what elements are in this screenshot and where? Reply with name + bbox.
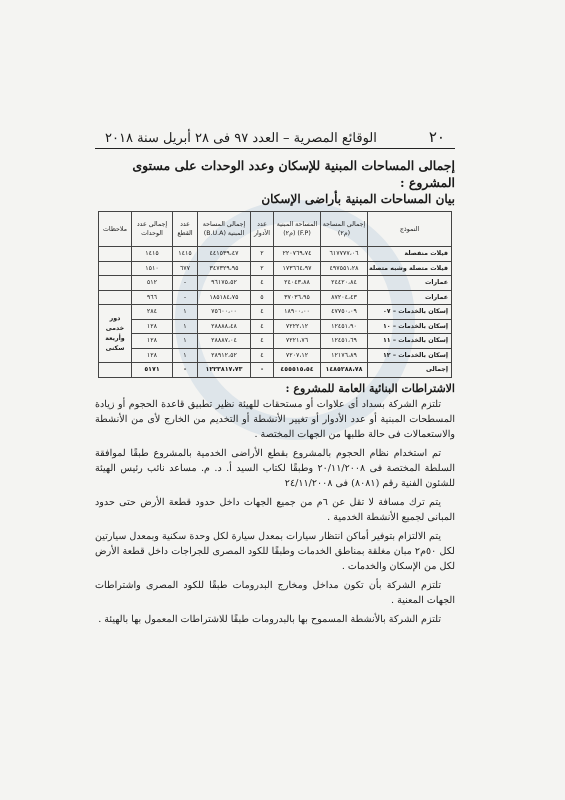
cell-notes-merged: دور خدمى وأربعة سكنى bbox=[99, 305, 132, 363]
cell-fp: ٢٤٠٤٣،٨٨ bbox=[274, 276, 321, 291]
cell-total-area: ١٢٤٥١،٦٩ bbox=[321, 334, 368, 349]
col-header-floors: عدد الأدوار bbox=[251, 212, 274, 247]
cell-floors: ٤ bbox=[251, 334, 274, 349]
cell-total-area: ٦١٧٧٧٧،٠٦ bbox=[321, 247, 368, 262]
table-row bbox=[99, 261, 452, 276]
cell-total-area: ٤٧٧٥٠،٠٩ bbox=[321, 305, 368, 320]
heading-sub: بيان المساحات المبنية بأراضى الإسكان bbox=[261, 192, 455, 206]
cell-notes bbox=[99, 247, 132, 262]
cell-fp: ٧٢٢٢،١٢ bbox=[274, 319, 321, 334]
cell-total-area: ١٢٤٥١،٩٠ bbox=[321, 319, 368, 334]
cell-units: ١٢٨ bbox=[132, 348, 173, 363]
cell-plots: ١ bbox=[173, 334, 198, 349]
cell-total-plots: - bbox=[173, 363, 198, 378]
cell-units: ٩٦٦ bbox=[132, 290, 173, 305]
page-number: ٢٠ bbox=[428, 128, 445, 146]
cell-bua: ١٨٥١٨٤،٧٥ bbox=[198, 290, 251, 305]
cell-bua: ٢٨٨٨٧،٠٤ bbox=[198, 334, 251, 349]
cell-model: إسكان بالخدمات – ١٢ bbox=[368, 348, 452, 363]
table-row bbox=[99, 247, 452, 262]
table-row bbox=[99, 348, 452, 363]
cell-total-area: ٢٤٤٢٠،٨٤ bbox=[321, 276, 368, 291]
table-row bbox=[99, 305, 452, 320]
paragraph: يتم ترك مسافة لا تقل عن ٦م من جميع الجهات داخل حدود قطعة الأرض حتى حدود المبانى لجميع الأنشطة الخدمية . bbox=[95, 496, 455, 523]
cell-model: إسكان بالخدمات – ١١ bbox=[368, 334, 452, 349]
cell-bua: ٧٥٦٠٠،٠٠ bbox=[198, 305, 251, 320]
cell-total-area: ١٤٨٥٢٨٨،٧٨ bbox=[321, 363, 368, 378]
cell-model: عمارات bbox=[368, 276, 452, 291]
cell-fp: ٧٢٢١،٧٦ bbox=[274, 334, 321, 349]
cell-plots: ١٤١٥ bbox=[173, 247, 198, 262]
cell-plots: - bbox=[173, 276, 198, 291]
header-rule bbox=[95, 148, 455, 149]
document-page bbox=[95, 128, 455, 688]
cell-floors: ٤ bbox=[251, 319, 274, 334]
cell-total-area: ١٢١٧٦،٨٩ bbox=[321, 348, 368, 363]
cell-floors: ٤ bbox=[251, 276, 274, 291]
cell-floors: ٤ bbox=[251, 348, 274, 363]
cell-notes bbox=[99, 290, 132, 305]
cell-units: ١٢٨ bbox=[132, 334, 173, 349]
cell-total-fp: ٤٥٥٥١٥،٥٤ bbox=[274, 363, 321, 378]
cell-units: ١٢٨ bbox=[132, 319, 173, 334]
cell-bua: ٤٤١٥٣٩،٤٧ bbox=[198, 247, 251, 262]
cell-total-area: ٨٧٢٠٤،٤٣ bbox=[321, 290, 368, 305]
cell-plots: - bbox=[173, 290, 198, 305]
cell-fp: ٢٢٠٧٦٩،٧٤ bbox=[274, 247, 321, 262]
cell-model: إسكان بالخدمات – ١٠ bbox=[368, 319, 452, 334]
cell-model: فيلات متصلة وشبه متصلة bbox=[368, 261, 452, 276]
cell-plots: ١ bbox=[173, 348, 198, 363]
cell-bua: ٢٨٨٨٨،٤٨ bbox=[198, 319, 251, 334]
cell-floors: ٥ bbox=[251, 290, 274, 305]
cell-fp: ١٧٣٦٦٤،٩٧ bbox=[274, 261, 321, 276]
cell-model: إسكان بالخدمات – ٠٧ bbox=[368, 305, 452, 320]
cell-plots: ١ bbox=[173, 319, 198, 334]
cell-total-bua: ١٢٢٣٨١٧،٧٣ bbox=[198, 363, 251, 378]
areas-table bbox=[98, 211, 452, 378]
cell-floors: ٢ bbox=[251, 261, 274, 276]
cell-units: ٥١٢ bbox=[132, 276, 173, 291]
cell-fp: ١٨٩٠٠،٠٠ bbox=[274, 305, 321, 320]
cell-notes bbox=[99, 261, 132, 276]
table-row bbox=[99, 319, 452, 334]
table-total-row bbox=[99, 363, 452, 378]
col-header-model: النموذج bbox=[368, 212, 452, 247]
paragraph: تم استخدام نظام الحجوم بالمشروع بقطع الأراضى الخدمية بالمشروع طبقًا لموافقة السلطة المختصة فى ٢٠/١١/٢٠٠٨ وطبقًا لكتاب السيد أ. د. م. مساعد نائب رئيس الهيئة للشئون الفنية رقم (٨٠٨١) فى ٢٤/١١/٢٠٠٨ bbox=[95, 447, 455, 489]
col-header-notes: ملاحظات bbox=[99, 212, 132, 247]
cell-notes bbox=[99, 276, 132, 291]
paragraph: يتم الالتزام بتوفير أماكن انتظار سيارات بمعدل سيارة لكل وحدة سكنية وبمعدل سيارتين لكل ٥٠م٢ مبان مغلقة بمناطق الخدمات وطبقًا للكود المصرى للجراجات داخل قطعة الأرض لكل من الإسكان والخدمات . bbox=[95, 530, 455, 572]
cell-fp: ٧٢٠٧،١٢ bbox=[274, 348, 321, 363]
heading-main: إجمالى المساحات المبنية للإسكان وعدد الوحدات على مستوى المشروع : bbox=[132, 158, 455, 190]
cell-total-notes bbox=[99, 363, 132, 378]
col-header-total-area: إجمالى المساحة (م٢) bbox=[321, 212, 368, 247]
table-row bbox=[99, 334, 452, 349]
section-title: الاشتراطات البنائية العامة للمشروع : bbox=[285, 381, 455, 395]
cell-units: ٢٨٤ bbox=[132, 305, 173, 320]
publication-title: الوقائع المصرية – العدد ٩٧ فى ٢٨ أبريل سنة ٢٠١٨ bbox=[105, 131, 377, 146]
cell-model: فيلات منفصلة bbox=[368, 247, 452, 262]
cell-bua: ٢٨٩١٢،٥٢ bbox=[198, 348, 251, 363]
table-header-row bbox=[99, 212, 452, 247]
col-header-units: إجمالى عدد الوحدات bbox=[132, 212, 173, 247]
col-header-bua: إجمالى المساحة المبنية (B.U.A) bbox=[198, 212, 251, 247]
cell-units: ١٥١٠ bbox=[132, 261, 173, 276]
cell-bua: ٩٦١٧٥،٥٢ bbox=[198, 276, 251, 291]
cell-model: عمارات bbox=[368, 290, 452, 305]
col-header-plots: عدد القطع bbox=[173, 212, 198, 247]
paragraph: تلتزم الشركة بسداد أى علاوات أو مستحقات للهيئة نظير تطبيق قاعدة الحجوم أو زيادة المسطحات المبنية أو عدد الأدوار أو تغيير الأنشطة أو التخديم من الخارج لأى من الأنشطة والاستعمالات فى حالة طلبها من الجهات المختصة . bbox=[95, 398, 455, 440]
cell-fp: ٣٧٠٣٦،٩٥ bbox=[274, 290, 321, 305]
cell-units: ١٤١٥ bbox=[132, 247, 173, 262]
cell-plots: ١ bbox=[173, 305, 198, 320]
cell-floors: ٤ bbox=[251, 305, 274, 320]
table-row bbox=[99, 290, 452, 305]
paragraph: تلتزم الشركة بأن تكون مداخل ومخارج البدرومات طبقًا للكود المصرى واشتراطات الجهات المعنية . bbox=[95, 579, 455, 606]
col-header-fp: المساحة المبنية (F.P) (م٢) bbox=[274, 212, 321, 247]
cell-floors: ٢ bbox=[251, 247, 274, 262]
running-header bbox=[95, 128, 455, 148]
cell-plots: ٦٧٧ bbox=[173, 261, 198, 276]
table-row bbox=[99, 276, 452, 291]
cell-total-area: ٤٩٧٥٥١،٢٨ bbox=[321, 261, 368, 276]
cell-bua: ٣٤٧٣٢٩،٩٥ bbox=[198, 261, 251, 276]
cell-total-label: إجمالى bbox=[368, 363, 452, 378]
cell-total-units: ٥١٧١ bbox=[132, 363, 173, 378]
cell-total-floors: - bbox=[251, 363, 274, 378]
paragraph: تلتزم الشركة بالأنشطة المسموح بها بالبدرومات طبقًا للاشتراطات المعمول بها بالهيئة . bbox=[98, 613, 441, 625]
